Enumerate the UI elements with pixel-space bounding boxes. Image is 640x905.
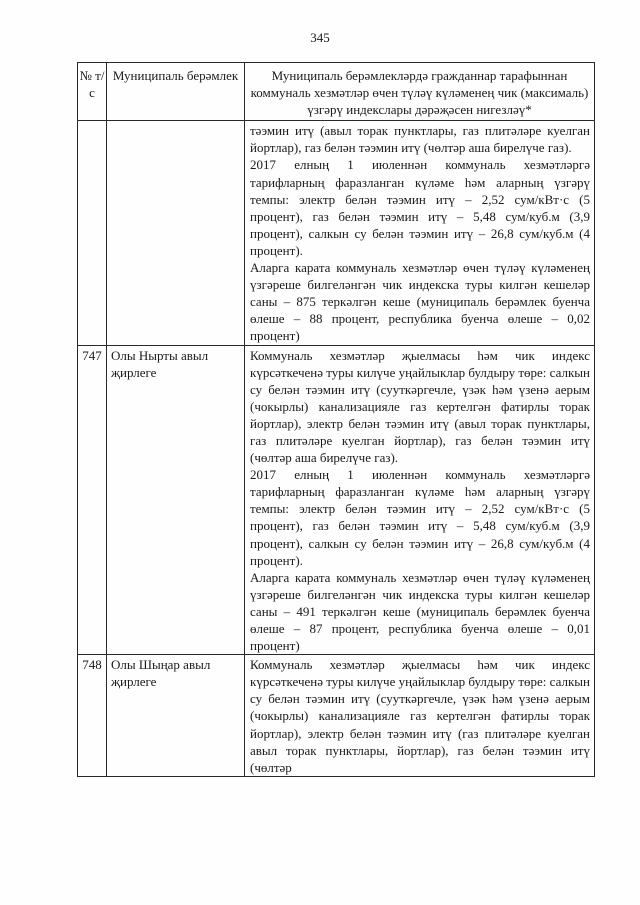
row-description xyxy=(245,345,595,655)
row-paragraph: Аларга карата коммуналь хезмәтләр өчен түләү күләменең үзгәреше билгеләнгән чик индекска туры килгән кешеләр саны – 875 теркәлгән кеше (муниципаль берәмлек буенча өлеше – 88 процент, республика буенча өлеше – 0,02 процент) xyxy=(250,260,590,344)
row-paragraph: тәэмин итү (авыл торак пунктлары, газ плитәләре куелган йортлар), газ белән тәэмин итү (чөлтәр аша бирелүче газ). xyxy=(250,123,590,156)
municipal-tariff-table xyxy=(77,62,595,777)
row-municipality: Олы Нырты авыл җирлеге xyxy=(107,345,245,655)
header-description: Муниципаль берәмлекләрдә гражданнар тарафыннан коммуналь хезмәтләр өчен түләү күләменең чик (максималь) үзгәрү индекслары дәрәҗәсен нигезләү* xyxy=(245,63,595,121)
row-paragraph: Коммуналь хезмәтләр җыелмасы һәм чик индекс күрсәткеченә туры килүче уңайлыклар булдыру төре: салкын су белән тәэмин итү (сууткәргечле, үзәк һәм үзенә аерым (чокырлы) канализацияле газ кертелгән фатирлы торак йортлар), электр белән тәэмин итү (авыл торак пунктлары, газ плитәләре куелган йортлар), газ белән тәэмин итү (чөлтәр аша бирелүче газ). xyxy=(250,347,590,466)
table-row-748 xyxy=(78,655,595,777)
header-number: № т/с xyxy=(78,63,107,121)
row-paragraph: Аларга карата коммуналь хезмәтләр өчен түләү күләменең үзгәреше билгеләнгән чик индекска туры килгән кешеләр саны – 491 теркәлгән кеше (муниципаль берәмлек буенча өлеше – 87 процент, республика буенча өлеше – 0,01 процент) xyxy=(250,569,590,654)
row-municipality xyxy=(107,121,245,345)
row-description xyxy=(245,121,595,345)
row-number: 748 xyxy=(78,655,107,777)
row-number xyxy=(78,121,107,345)
header-municipality: Муниципаль берәмлек xyxy=(107,63,245,121)
row-paragraph: Коммуналь хезмәтләр җыелмасы һәм чик индекс күрсәткеченә туры килүче уңайлыклар булдыру төре: салкын су белән тәэмин итү (сууткәргечле, үзәк һәм үзенә аерым (чокырлы) канализацияле газ кертелгән фатирлы торак йортлар), электр белән тәэмин итү (газ плитәләре куелган авыл торак пунктлары, йортлар), газ белән тәэмин итү (чөлтәр xyxy=(250,657,590,775)
table-row-continuation xyxy=(78,121,595,345)
table-row-747 xyxy=(78,345,595,655)
page-number: 345 xyxy=(310,30,330,45)
row-description xyxy=(245,655,595,777)
table-header-row xyxy=(78,63,595,121)
row-paragraph: 2017 елның 1 июленнән коммуналь хезмәтләргә тарифларның фаразланган күләме һәм аларның үзгәрү темпы: электр белән тәэмин итү – 2,52 сум/кВт·с (5 процент), газ белән тәэмин итү – 5,48 сум/куб.м (3,9 процент), салкын су белән тәэмин итү – 26,8 сум/куб.м (4 процент). xyxy=(250,157,590,258)
row-paragraph: 2017 елның 1 июленнән коммуналь хезмәтләргә тарифларның фаразланган күләме һәм аларның үзгәрү темпы: электр белән тәэмин итү – 2,52 сум/кВт·с (5 процент), газ белән тәэмин итү – 5,48 сум/куб.м (3,9 процент), салкын су белән тәэмин итү – 26,8 сум/куб.м (4 процент). xyxy=(250,467,590,568)
row-number: 747 xyxy=(78,345,107,655)
row-municipality: Олы Шыңар авыл җирлеге xyxy=(107,655,245,777)
